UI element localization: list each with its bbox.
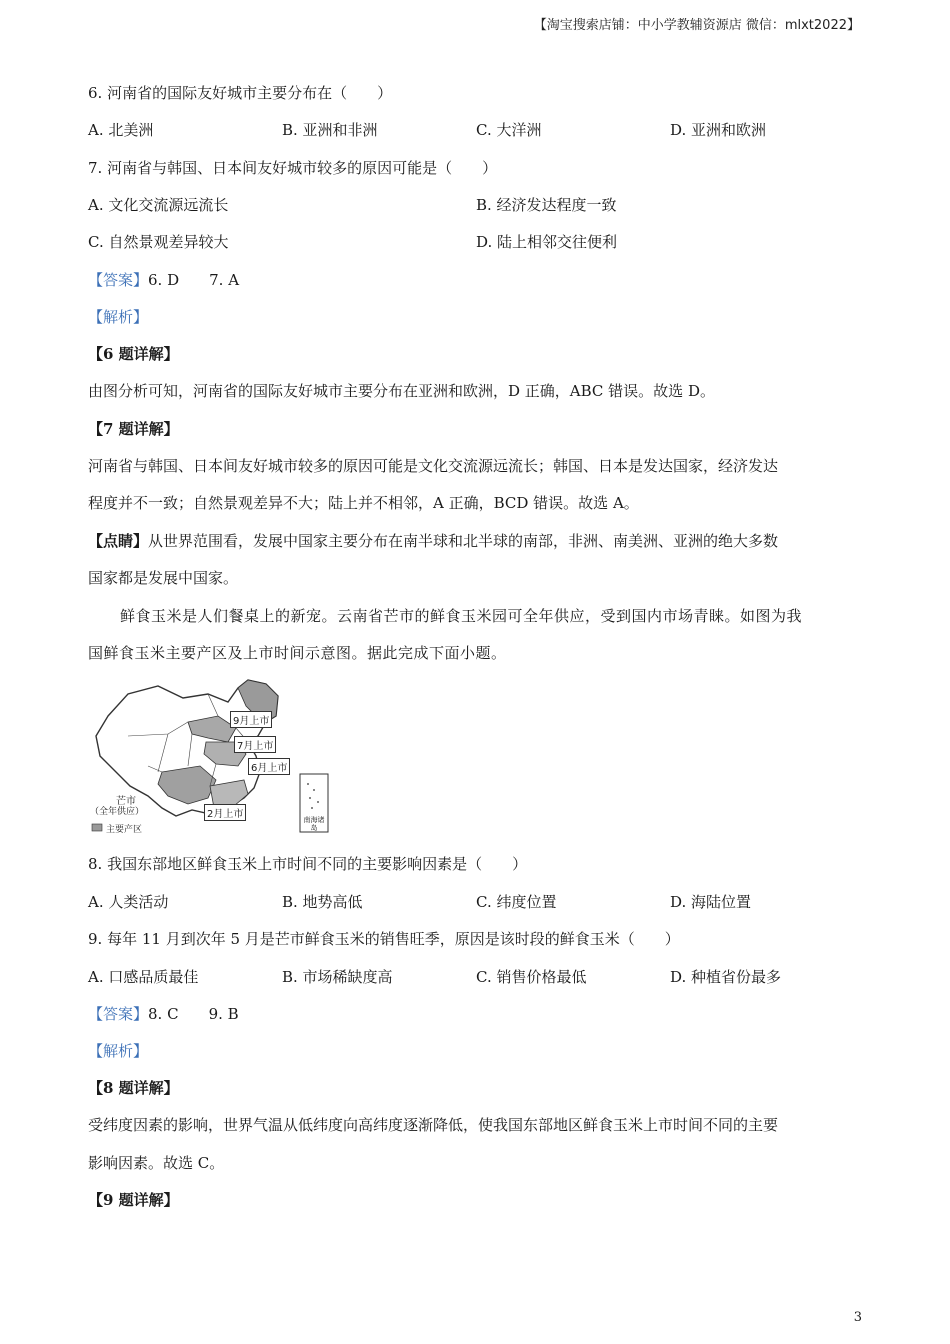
label-6-month: 6月上市 — [248, 758, 290, 775]
passage-line-1: 鲜食玉米是人们餐桌上的新宠。云南省芒市的鲜食玉米园可全年供应，受到国内市场青睐。如图为我 — [120, 607, 803, 625]
page-header: 【淘宝搜索店铺：中小学教辅资源店 微信：mlxt2022】 — [533, 18, 860, 33]
detail-9-title: 【9 题详解】 — [88, 1191, 179, 1209]
q7-option-b: B. 经济发达程度一致 — [476, 196, 617, 214]
detail-8-title: 【8 题详解】 — [88, 1079, 179, 1097]
q8-option-d: D. 海陆位置 — [670, 893, 752, 911]
q9-option-c: C. 销售价格最低 — [476, 968, 587, 986]
q6-option-d: D. 亚洲和欧洲 — [670, 121, 767, 139]
q7-option-d: D. 陆上相邻交往便利 — [476, 233, 618, 251]
city-note: （全年供应） — [90, 807, 145, 817]
q9-option-b: B. 市场稀缺度高 — [282, 968, 393, 986]
q9-option-d: D. 种植省份最多 — [670, 968, 782, 986]
question-8-stem: 8. 我国东部地区鲜食玉米上市时间不同的主要影响因素是（ ） — [88, 855, 528, 873]
analysis-label-2: 【解析】 — [88, 1042, 149, 1060]
q7-option-c: C. 自然景观差异较大 — [88, 233, 229, 251]
answer-8-9 — [88, 1003, 239, 1024]
city-mangshi: 芒市 — [116, 796, 136, 807]
legend-label: 主要产区 — [106, 825, 143, 835]
q8-option-a: A. 人类活动 — [88, 893, 169, 911]
key-point-text-2: 国家都是发展中国家。 — [88, 569, 239, 587]
question-9-stem: 9. 每年 11 月到次年 5 月是芒市鲜食玉米的销售旺季，原因是该时段的鲜食玉米（ ） — [88, 930, 680, 948]
answer-text: 6. D 7. A — [148, 271, 240, 289]
inset-label: 南海诸岛 — [303, 816, 325, 832]
detail-8-text-1: 受纬度因素的影响，世界气温从低纬度向高纬度逐渐降低，使我国东部地区鲜食玉米上市时间不同的主要 — [88, 1116, 779, 1134]
q9-option-a: A. 口感品质最佳 — [88, 968, 199, 986]
detail-6-text: 由图分析可知，河南省的国际友好城市主要分布在亚洲和欧洲，D 正确，ABC 错误。故选 D。 — [88, 382, 715, 400]
q6-option-a: A. 北美洲 — [88, 121, 154, 139]
answer-label-2: 【答案】 — [88, 1005, 149, 1023]
label-7-month: 7月上市 — [234, 736, 276, 753]
q8-option-c: C. 纬度位置 — [476, 893, 557, 911]
answer-6-7 — [88, 269, 239, 290]
detail-7-text-1: 河南省与韩国、日本间友好城市较多的原因可能是文化交流源远流长；韩国、日本是发达国家，经济发达 — [88, 457, 779, 475]
question-7-stem: 7. 河南省与韩国、日本间友好城市较多的原因可能是（ ） — [88, 159, 498, 177]
detail-6-title: 【6 题详解】 — [88, 345, 179, 363]
q7-option-a: A. 文化交流源远流长 — [88, 196, 229, 214]
detail-8-text-2: 影响因素。故选 C。 — [88, 1154, 225, 1172]
key-point-label: 【点睛】 — [88, 532, 149, 550]
detail-7-title: 【7 题详解】 — [88, 420, 179, 438]
key-point — [88, 530, 778, 551]
q8-option-b: B. 地势高低 — [282, 893, 363, 911]
label-9-month: 9月上市 — [230, 711, 272, 728]
q6-option-b: B. 亚洲和非洲 — [282, 121, 378, 139]
label-2-month: 2月上市 — [204, 804, 246, 821]
passage-line-2: 国鲜食玉米主要产区及上市时间示意图。据此完成下面小题。 — [88, 644, 507, 662]
legend-swatch — [92, 824, 102, 831]
corn-map-figure — [88, 676, 333, 836]
answer-label: 【答案】 — [88, 271, 149, 289]
key-point-text-1: 从世界范围看，发展中国家主要分布在南半球和北半球的南部，非洲、南美洲、亚洲的绝大多数 — [148, 532, 779, 550]
analysis-label: 【解析】 — [88, 308, 149, 326]
answer-text-2: 8. C 9. B — [148, 1005, 239, 1023]
detail-7-text-2: 程度并不一致；自然景观差异不大；陆上并不相邻，A 正确，BCD 错误。故选 A。 — [88, 494, 639, 512]
question-6-stem: 6. 河南省的国际友好城市主要分布在（ ） — [88, 84, 393, 102]
q6-option-c: C. 大洋洲 — [476, 121, 542, 139]
page-number: 3 — [853, 1310, 862, 1325]
